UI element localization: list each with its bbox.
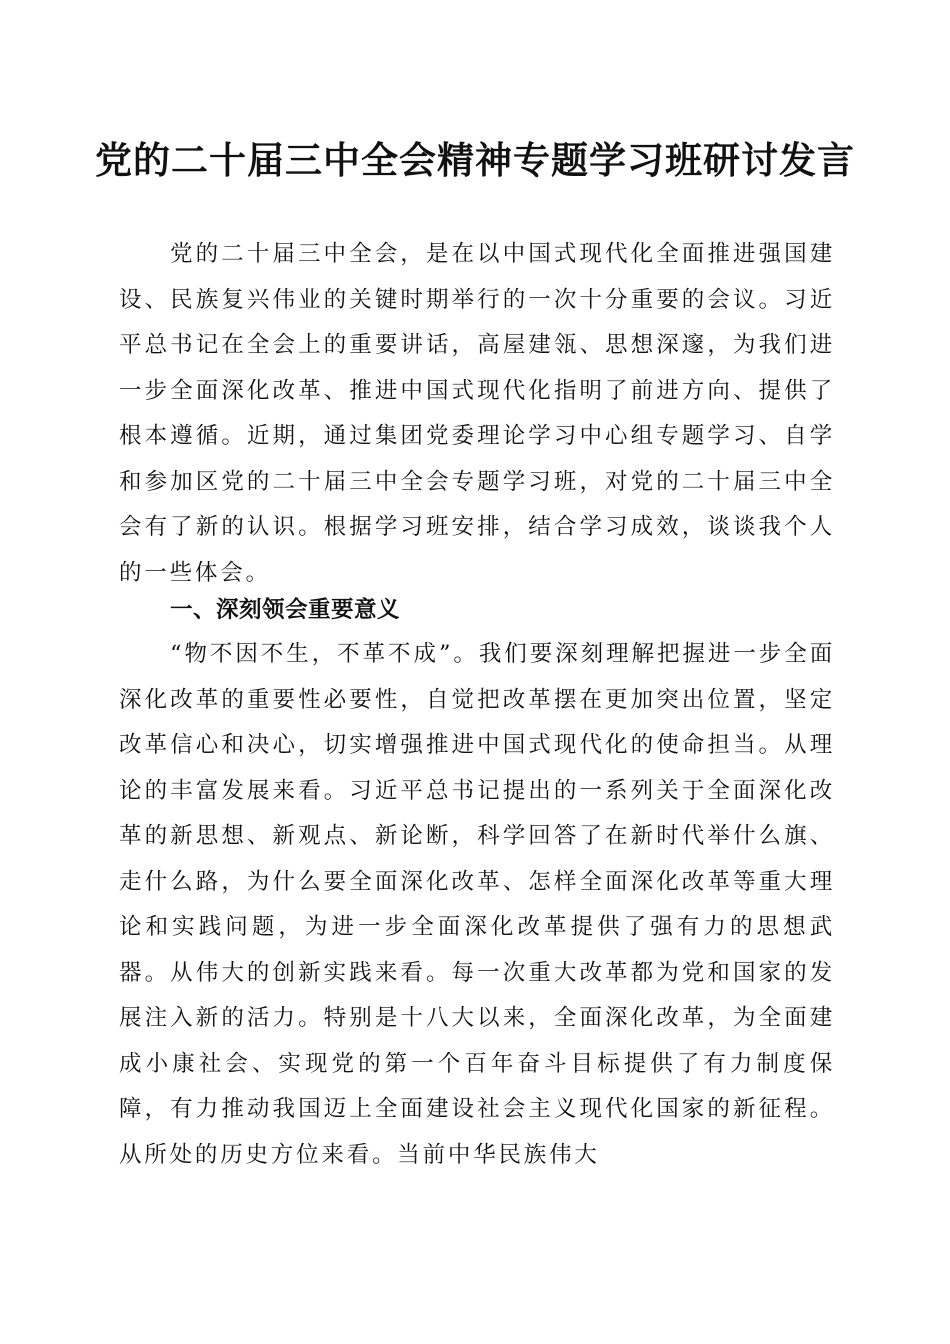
intro-paragraph: 党的二十届三中全会，是在以中国式现代化全面推进强国建设、民族复兴伟业的关键时期举行的一次十分重要的会议。习近平总书记在全会上的重要讲话，高屋建瓴、思想深邃，为我们进一步全面深化改革、推进中国式现代化指明了前进方向、提供了根本遵循。近期，通过集团党委理论学习中心组专题学习、自学和参加区党的二十届三中全会专题学习班，对党的二十届三中全会有了新的认识。根据学习班安排，结合学习成效，谈谈我个人的一些体会。 xyxy=(119,241,835,586)
document-title: 党的二十届三中全会精神专题学习班研讨发言 xyxy=(95,138,855,182)
body-paragraph: “物不因不生，不革不成”。我们要深刻理解把握进一步全面深化改革的重要性必要性，自觉把改革摆在更加突出位置，坚定改革信心和决心，切实增强推进中国式现代化的使命担当。从理论的丰富发展来看。习近平总书记提出的一系列关于全面深化改革的新思想、新观点、新论断，科学回答了在新时代举什么旗、走什么路，为什么要全面深化改革、怎样全面深化改革等重大理论和实践问题，为进一步全面深化改革提供了强有力的思想武器。从伟大的创新实践来看。每一次重大改革都为党和国家的发展注入新的活力。特别是十八大以来，全面深化改革，为全面建成小康社会、实现党的第一个百年奋斗目标提供了有力制度保障，有力推动我国迈上全面建设社会主义现代化国家的新征程。从所处的历史方位来看。当前中华民族伟大 xyxy=(119,641,835,1168)
section-heading: 一、深刻领会重要意义 xyxy=(170,597,401,623)
